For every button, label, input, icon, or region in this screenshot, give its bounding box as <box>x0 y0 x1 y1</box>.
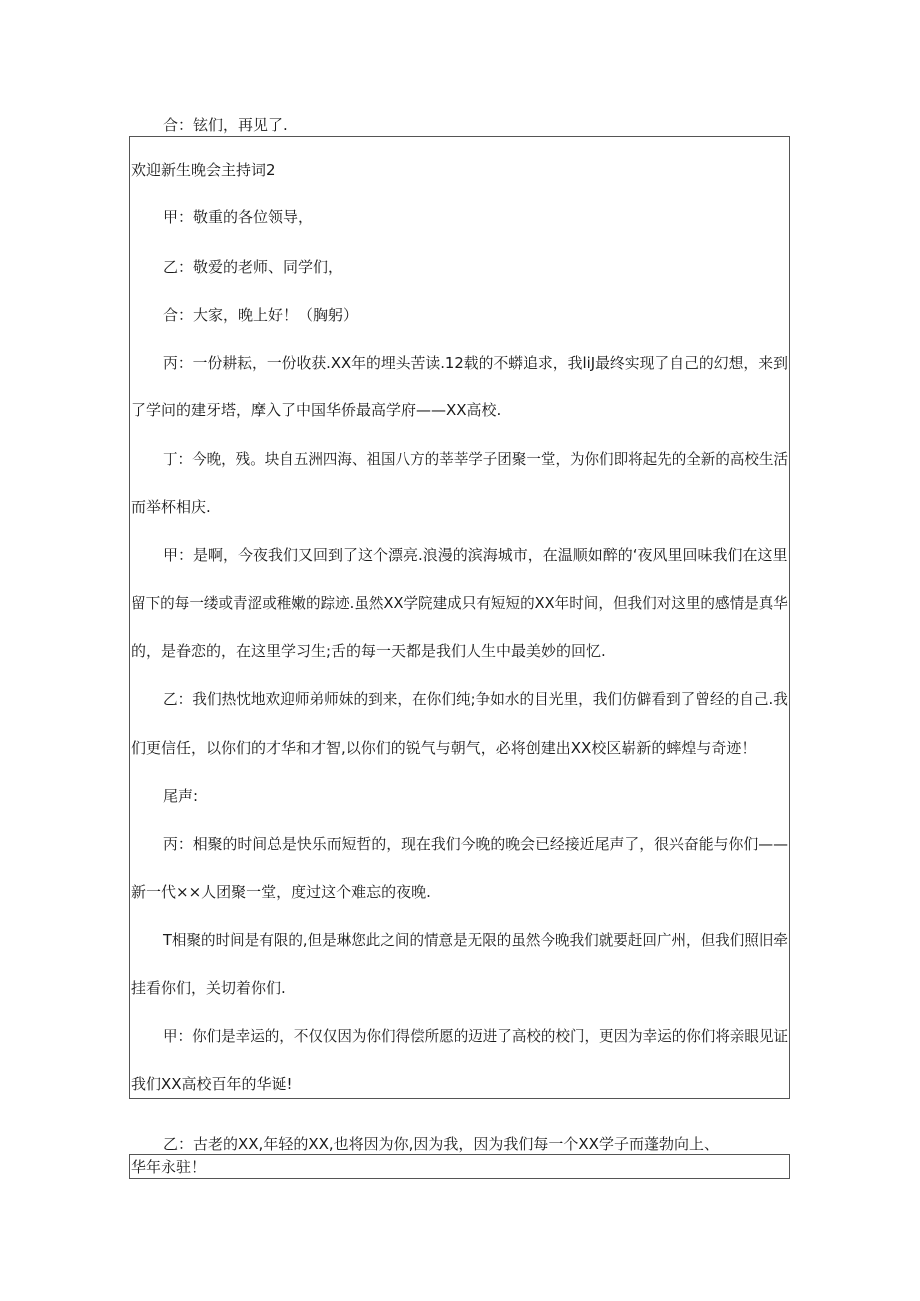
script-line-6: 丁：今晚，残。块自五洲四海、祖国八方的莘莘学子团聚一堂，为你们即将起先的全新的高校生活 <box>163 450 789 468</box>
script-line-3: 合：大家，晚上好！（胸躬） <box>163 306 359 324</box>
script-line-2: 乙：敬爱的老师、同学们， <box>163 258 344 276</box>
script-line-1: 甲：敬重的各位领导， <box>163 208 314 226</box>
script-line-7: 而举杯相庆. <box>131 498 211 516</box>
script-line-5: 了学问的建牙塔，摩入了中国华侨最高学府——XX高校. <box>131 401 502 419</box>
script-line-13: 尾声: <box>163 787 199 805</box>
script-line-18: 甲：你们是幸运的，不仅仅因为你们得偿所愿的迈进了高校的校门，更因为幸运的你们将亲眼见证 <box>163 1027 789 1045</box>
bottom-box-text: 华年永驻！ <box>131 1158 207 1176</box>
script-line-19: 我们XX高校百年的华诞! <box>131 1075 293 1093</box>
script-line-15: 新一代××人团聚一堂，度过这个难忘的夜晚. <box>131 883 431 901</box>
script-line-11: 乙：我们热忱地欢迎师弟师妹的到来，在你们纯;争如水的目光里，我们仿僻看到了曾经的自己.我 <box>163 690 788 708</box>
script-line-16: T相聚的时间是有限的,但是琳您此之间的情意是无限的虽然今晚我们就要赶回广州，但我们照旧牵 <box>163 931 788 949</box>
script-line-17: 挂看你们，关切着你们. <box>131 979 286 997</box>
section-box <box>129 136 790 1099</box>
bottom-line: 乙：古老的XX,年轻的XX,也将因为你,因为我，因为我们每一个XX学子而蓬勃向上、 <box>163 1135 719 1153</box>
section-title: 欢迎新生晚会主持词2 <box>131 161 276 179</box>
script-line-12: 们更信任，以你们的才华和才智,以你们的锐气与朝气，必将创建出XX校区崭新的蟀煌与奇迹！ <box>131 739 757 757</box>
script-line-14: 丙：相聚的时间总是快乐而短哲的，现在我们今晚的晚会已经接近尾声了，很兴奋能与你们—— <box>163 835 789 853</box>
script-line-10: 的，是眷恋的，在这里学习生;舌的每一天都是我们人生中最美妙的回忆. <box>131 642 606 660</box>
bottom-box <box>129 1154 790 1179</box>
top-line: 合：铉们，再见了. <box>163 116 288 134</box>
script-line-4: 丙：一份耕耘，一份收获.XX年的埋头苦读.12载的不蟒追求，我liJ最终实现了自己的幻想，来到 <box>163 354 788 372</box>
script-line-8: 甲：是啊，今夜我们又回到了这个漂亮.浪漫的滨海城市，在温顺如醉的‘夜风里回味我们在这里 <box>163 546 788 564</box>
script-line-9: 留下的每一缕或青涩或稚嫩的踪迹.虽然XX学院建成只有短短的XX年时间，但我们对这里的感情是真华 <box>131 594 788 612</box>
